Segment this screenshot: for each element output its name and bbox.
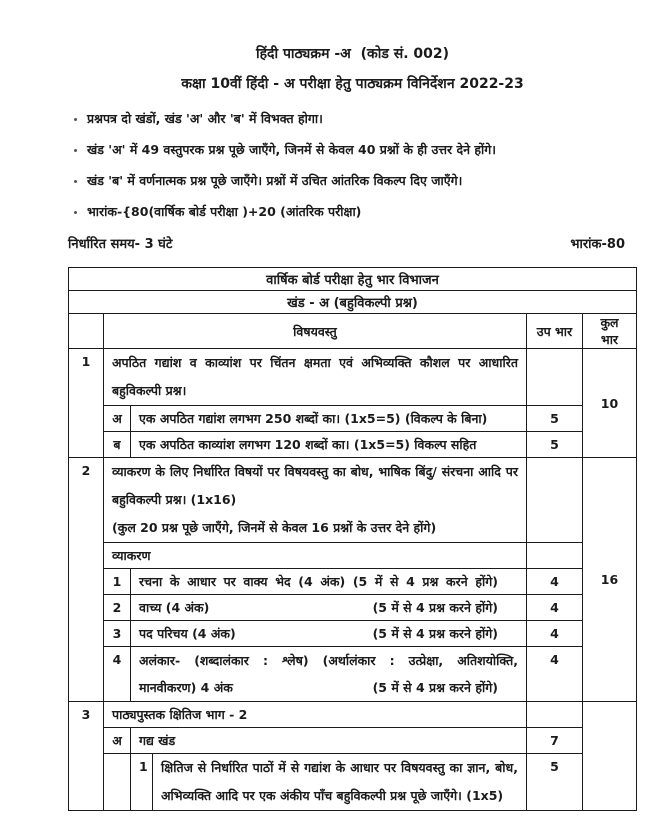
grammar-item1-marks: 4: [526, 569, 582, 595]
table-row: [69, 349, 637, 406]
row3-total-weight-empty: [582, 702, 636, 811]
table-row: [69, 621, 637, 647]
bullet-text: खंड 'अ' में 49 वस्तुपरक प्रश्न पूछे जाएँगे, जिनमें से केवल 40 प्रश्नों के ही उत्तर देने होंगे।: [87, 142, 497, 157]
bullet-list: [68, 110, 637, 221]
grammar-item3-num: 3: [104, 621, 131, 647]
col-totalweight-header: कुल भार: [582, 314, 636, 349]
doc-title-line2: कक्षा 10वीं हिंदी - अ परीक्षा हेतु पाठ्यक्रम विनिर्देशन 2022-23: [181, 76, 524, 92]
grammar-item4-line1: अलंकार- (शब्दालंकार : श्लेष) (अर्थालंकार : उत्प्रेक्षा, अतिशयोक्ति,: [139, 653, 518, 668]
table-caption-row: [69, 268, 637, 291]
row1-sub-b-marks: 5: [526, 432, 582, 458]
row1-sub-b-label: ब: [104, 432, 131, 458]
row2-subweight-empty: [526, 458, 582, 543]
row3-sub-marks: 7: [526, 728, 582, 754]
bullet-item: [68, 203, 637, 221]
weight-distribution-table: [68, 267, 637, 811]
col-sn-header: [69, 314, 104, 349]
grammar-item1-num: 1: [104, 569, 131, 595]
table-row: [69, 432, 637, 458]
grammar-item1-text: रचना के आधार पर वाक्य भेद (4 अंक) (5 में से 4 प्रश्न करने होंगे): [139, 574, 498, 589]
row2-note: (कुल 20 प्रश्न पूछे जाएँगे, जिनमें से केवल 16 प्रश्नों के उत्तर देने होंगे): [112, 520, 437, 535]
col-content-header: विषयवस्तु: [104, 314, 527, 349]
table-row: [69, 754, 637, 811]
row3-item-spacer: [104, 754, 131, 811]
total-marks-label: भारांक-80: [570, 237, 625, 252]
doc-title-line1: हिंदी पाठ्यक्रम -अ (कोड सं. 002): [255, 46, 450, 62]
grammar-item3-note: (5 में से 4 प्रश्न करने होंगे): [372, 626, 498, 641]
grammar-item4-marks: 4: [526, 647, 582, 702]
table-caption: वार्षिक बोर्ड परीक्षा हेतु भार विभाजन: [69, 268, 637, 291]
grammar-item2-marks: 4: [526, 595, 582, 621]
grammar-item2-cell: [131, 595, 527, 621]
bullet-item: [68, 110, 637, 128]
prescribed-time-label: निर्धारित समय- 3 घंटे: [68, 237, 173, 252]
row1-sub-a-label: अ: [104, 406, 131, 432]
table-section-header: खंड - अ (बहुविकल्पी प्रश्न): [69, 291, 637, 314]
time-marks-row: [68, 234, 637, 252]
bullet-dot-icon: [74, 149, 77, 152]
table-section-row: [69, 291, 637, 314]
row1-sub-b-text: एक अपठित काव्यांश लगभग 120 शब्दों का। (1x5=5) विकल्प सहित: [131, 432, 527, 458]
bullet-dot-icon: [74, 180, 77, 183]
row1-sub-a-text: एक अपठित गद्यांश लगभग 250 शब्दों का। (1x5=5) (विकल्प के बिना): [131, 406, 527, 432]
row3-subweight-empty: [526, 702, 582, 728]
row3-sub-title: गद्य खंड: [131, 728, 527, 754]
grammar-item2-num: 2: [104, 595, 131, 621]
grammar-item3-cell: [131, 621, 527, 647]
table-row: [69, 647, 637, 702]
table-row: [69, 728, 637, 754]
bullet-text: प्रश्नपत्र दो खंडों, खंड 'अ' और 'ब' में विभक्त होगा।: [87, 111, 323, 126]
table-row: [69, 702, 637, 728]
grammar-item3-text: पद परिचय (4 अंक): [139, 626, 236, 641]
row3-item-num: 1: [131, 754, 153, 811]
row1-subweight-empty: [526, 349, 582, 406]
bullet-text: भारांक-{80(वार्षिक बोर्ड परीक्षा )+20 (आंतरिक परीक्षा): [87, 204, 362, 219]
grammar-item4-note: (5 में से 4 प्रश्न करने होंगे): [372, 680, 498, 695]
table-row: [69, 595, 637, 621]
row3-sub-label: अ: [104, 728, 131, 754]
row3-serial: 3: [69, 702, 104, 811]
row1-serial: 1: [69, 349, 104, 458]
bullet-dot-icon: [74, 211, 77, 214]
grammar-item2-note: (5 में से 4 प्रश्न करने होंगे): [372, 600, 498, 615]
row1-sub-a-marks: 5: [526, 406, 582, 432]
grammar-item2-text: वाच्य (4 अंक): [139, 600, 210, 615]
grammar-item1-cell: [131, 569, 527, 595]
row1-total-weight: 10: [582, 349, 636, 458]
table-row: [69, 569, 637, 595]
row2-text: व्याकरण के लिए निर्धारित विषयों पर विषयवस्तु का बोध, भाषिक बिंदु/ संरचना आदि पर बहुविकल्पी प्रश्न। (1x16): [112, 464, 518, 507]
row2-total-weight: 16: [582, 458, 636, 702]
column-header-row: [69, 314, 637, 349]
row3-title: पाठ्यपुस्तक क्षितिज भाग - 2: [104, 702, 527, 728]
grammar-item4-line2: मानवीकरण) 4 अंक: [139, 680, 233, 695]
row2-section-marks-empty: [526, 543, 582, 569]
row1-text: अपठित गद्यांश व काव्यांश पर चिंतन क्षमता एवं अभिव्यक्ति कौशल पर आधारित बहुविकल्पी प्रश्न।: [104, 349, 527, 406]
bullet-dot-icon: [74, 118, 77, 121]
bullet-text: खंड 'ब' में वर्णनात्मक प्रश्न पूछे जाएँगे। प्रश्नों में उचित आंतरिक विकल्प दिए जाएँगे।: [87, 173, 463, 188]
grammar-item4-cell: [131, 647, 527, 702]
row3-item-marks: 5: [526, 754, 582, 811]
grammar-item3-marks: 4: [526, 621, 582, 647]
col-subweight-header: उप भार: [526, 314, 582, 349]
row2-text-cell: [104, 458, 527, 543]
row3-item-text: क्षितिज से निर्धारित पाठों में से गद्यांश के आधार पर विषयवस्तु का ज्ञान, बोध, अभिव्यक्ति आदि पर एक अंकीय पाँच बहुविकल्पी प्रश्न पूछे जाएँगे। (1x5): [153, 754, 527, 811]
grammar-item4-num: 4: [104, 647, 131, 702]
table-row: [69, 406, 637, 432]
row2-section-title: व्याकरण: [104, 543, 527, 569]
bullet-item: [68, 172, 637, 190]
table-row: [69, 458, 637, 543]
bullet-item: [68, 141, 637, 159]
table-row: [69, 543, 637, 569]
row2-serial: 2: [69, 458, 104, 702]
